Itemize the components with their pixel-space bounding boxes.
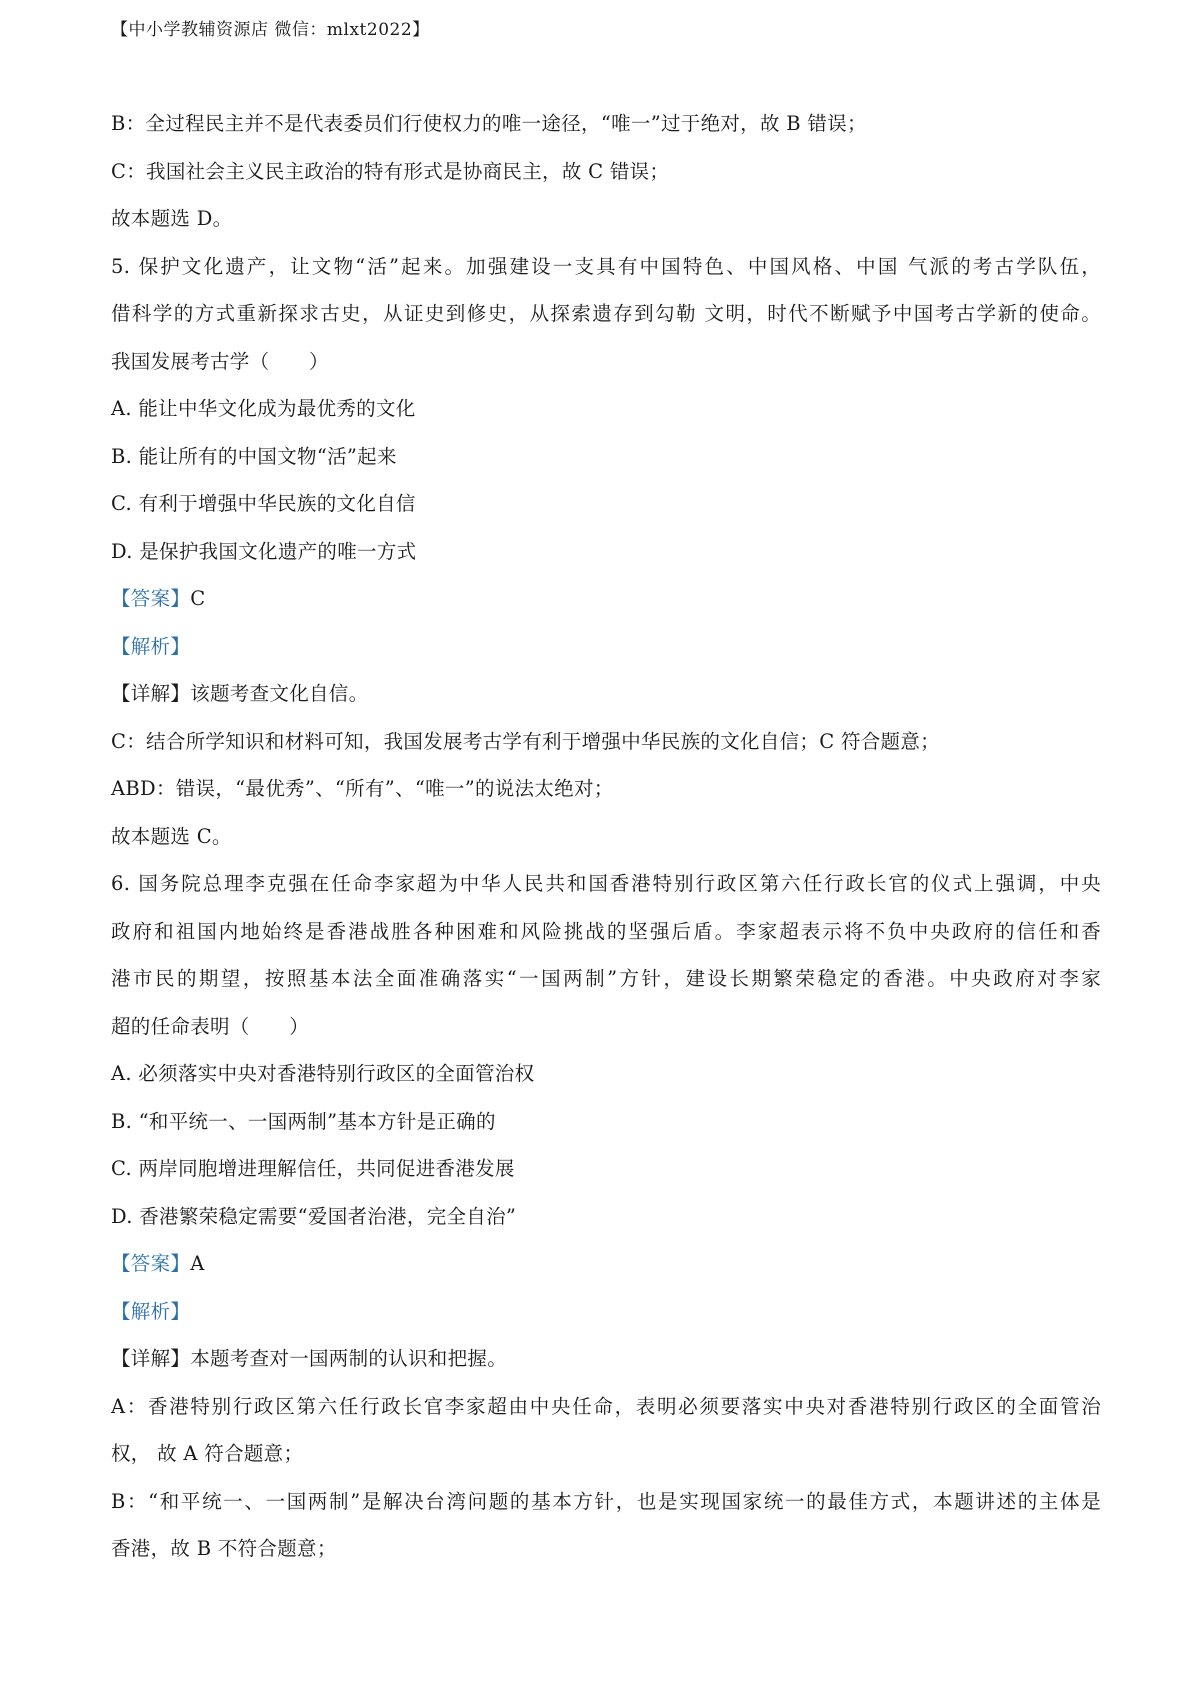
- question-5-option-b: B. 能让所有的中国文物“活”起来: [111, 444, 397, 468]
- question-6-stem-line-4: 超的任命表明（ ）: [111, 1014, 310, 1038]
- question-5-explanation-2: ABD：错误，“最优秀”、“所有”、“唯一”的说法太绝对；: [111, 777, 614, 800]
- question-6-stem-line-2: 政府和祖国内地始终是香港战胜各种困难和风险挑战的坚强后盾。李家超表示将不负中央政府的信任和香: [111, 919, 1101, 943]
- question-5-detail: 【详解】该题考查文化自信。: [111, 682, 369, 705]
- question-5-conclusion: 故本题选 C。: [111, 824, 232, 848]
- question-5-answer: [111, 575, 1101, 623]
- question-6-option-b: B. “和平统一、一国两制”基本方针是正确的: [111, 1109, 496, 1133]
- document-body: [111, 100, 1101, 1573]
- question-5-option-d: D. 是保护我国文化遗产的唯一方式: [111, 539, 417, 563]
- question-6-option-c: C. 两岸同胞增进理解信任，共同促进香港发展: [111, 1157, 515, 1180]
- question-6-option-a: A. 必须落实中央对香港特别行政区的全面管治权: [111, 1062, 535, 1085]
- explanation-line-b: B：全过程民主并不是代表委员们行使权力的唯一途径，“唯一”过于绝对，故 B 错误；: [111, 112, 867, 135]
- answer-tag: 【答案】: [111, 587, 191, 610]
- question-5-explanation-1: C：结合所学知识和材料可知，我国发展考古学有利于增强中华民族的文化自信；C 符合题意；: [111, 729, 940, 753]
- question-6-explanation-a-line-1: A：香港特别行政区第六任行政长官李家超由中央任命，表明必须要落实中央对香港特别行政区的全面管治: [111, 1394, 1101, 1418]
- question-6-explanation-b-line-2: 香港，故 B 不符合题意；: [111, 1537, 337, 1560]
- question-6-detail: 【详解】本题考查对一国两制的认识和把握。: [111, 1347, 508, 1370]
- question-5-option-c: C. 有利于增强中华民族的文化自信: [111, 492, 416, 515]
- explanation-line-c: C：我国社会主义民主政治的特有形式是协商民主，故 C 错误；: [111, 159, 670, 183]
- header-watermark: 【中小学教辅资源店 微信：mlxt2022】: [111, 20, 430, 40]
- question-6-answer: [111, 1240, 1101, 1288]
- question-6-option-d: D. 香港繁荣稳定需要“爱国者治港，完全自治”: [111, 1204, 517, 1228]
- question-5-stem-line-3: 我国发展考古学（ ）: [111, 349, 329, 373]
- question-5-option-a: A. 能让中华文化成为最优秀的文化: [111, 397, 416, 420]
- question-6-stem-line-3: 港市民的期望，按照基本法全面准确落实“一国两制”方针，建设长期繁荣稳定的香港。中央政府对李家: [111, 967, 1101, 990]
- question-6-stem-line-1: 6. 国务院总理李克强在任命李家超为中华人民共和国香港特别行政区第六任行政长官的仪式上强调，中央: [111, 872, 1101, 895]
- analysis-tag: 【解析】: [111, 634, 191, 658]
- question-6-explanation-b-line-1: B：“和平统一、一国两制”是解决台湾问题的基本方针，也是实现国家统一的最佳方式，本题讲述的主体是: [111, 1489, 1101, 1513]
- question-5-analysis: [111, 623, 1101, 671]
- answer-tag: 【答案】: [111, 1252, 191, 1275]
- conclusion-line: 故本题选 D。: [111, 207, 233, 230]
- answer-value: C: [190, 587, 206, 610]
- analysis-tag: 【解析】: [111, 1299, 191, 1323]
- question-6-analysis: [111, 1288, 1101, 1336]
- answer-value: A: [190, 1252, 205, 1275]
- question-5-stem-line-2: 借科学的方式重新探求古史，从证史到修史，从探索遗存到勾勒 文明，时代不断赋予中国考古学新的使命。: [111, 302, 1101, 325]
- question-6-explanation-a-line-2: 权， 故 A 符合题意；: [111, 1442, 304, 1465]
- question-5-stem-line-1: 5. 保护文化遗产，让文物“活”起来。加强建设一支具有中国特色、中国风格、中国 气派的考古学队伍，: [111, 254, 1101, 278]
